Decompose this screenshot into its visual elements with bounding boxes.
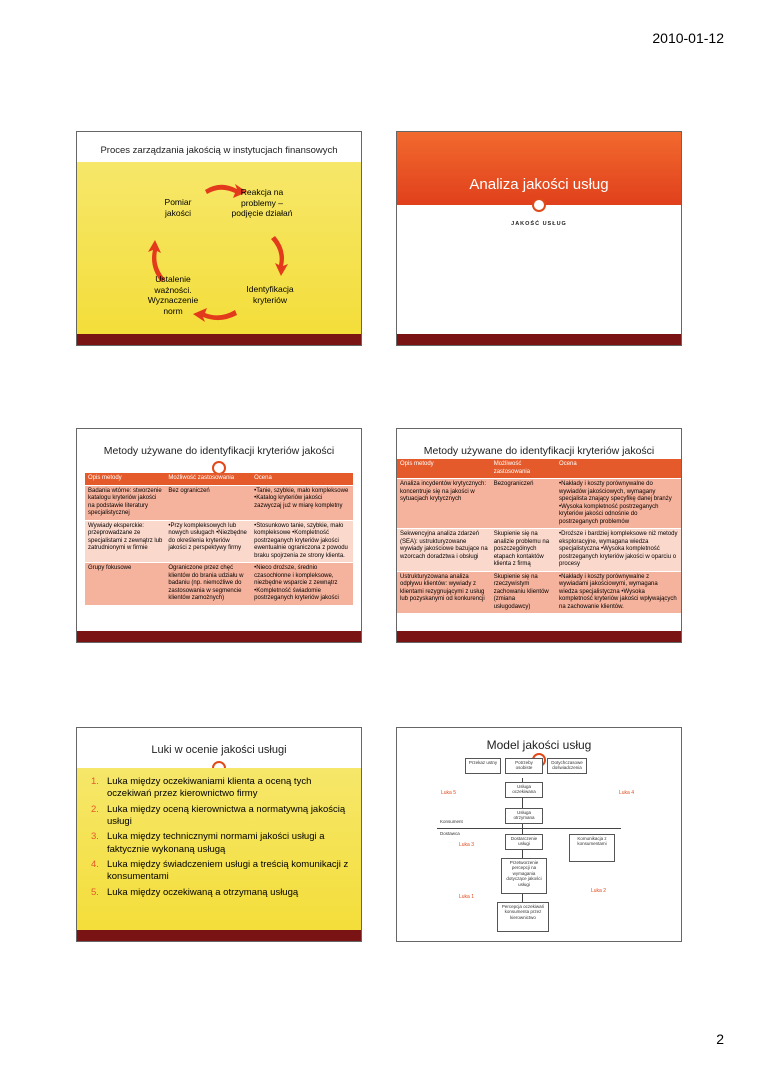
table-row — [85, 520, 353, 563]
box-personal-needs: Potrzeby osobiste — [505, 758, 543, 774]
slide-section-title — [396, 131, 682, 346]
item-text: Luka między oceną kierownictwa a normatywną jakością usługi — [107, 803, 346, 828]
item-text: Luka między oczekiwaniami klienta a oceną tych oczekiwań przez kierownictwo firmy — [107, 776, 312, 800]
box-external-communication: Komunikacja z konsumentami — [569, 834, 615, 862]
table-row — [397, 479, 681, 529]
divider-line — [437, 828, 621, 829]
methods-table — [397, 459, 681, 613]
label-consumer: Konsument — [440, 819, 463, 824]
arrow-right — [271, 236, 288, 276]
table-cell: •Stosunkowo tanie, szybkie, mało kompleksowe •Kompletność postrzeganych kryteriów jakości ewentualnie ograniczona z powodu braku spojrzenia ze strony klienta. — [251, 520, 353, 563]
slide-methods-table-2 — [396, 428, 682, 643]
slide-subtitle: JAKOŚĆ USŁUG — [511, 221, 567, 227]
gap-label: Luka 1 — [459, 894, 475, 900]
table-cell: Sekwencyjna analiza zdarzeń (SEA): ustrukturyzowane wywiady jakościowe bazujące na wzorcach doradztwa i obsługi — [397, 529, 491, 572]
item-number: 3. — [91, 831, 99, 843]
col-header-usability: Możliwość zastosowania — [165, 473, 251, 485]
col-header-rating: Ocena — [251, 473, 353, 485]
table-cell: •Nieco droższe, średnio czasochłonne i kompleksowe, niezbędne wsparcie z zewnątrz •Kompletność świadomie postrzeganych kryteriów jakości — [251, 563, 353, 605]
box-past-experience: Dotychczasowe doświadczenia — [547, 758, 587, 774]
item-number: 2. — [91, 803, 99, 815]
box-translation-of-perception: Przetworzenie percepcji na wymagania dotyczące jakości usługi — [501, 858, 547, 894]
table-cell: Wywiady eksperckie: przeprowadzane ze specjalistami z zewnątrz lub zatrudnionymi w firmie — [85, 520, 165, 563]
slide-footer-bar — [397, 334, 681, 345]
slide-methods-table-1 — [76, 428, 362, 643]
gaps-list — [91, 776, 351, 902]
cycle-step-reaction: Reakcja na problemy – podjęcie działań — [231, 187, 293, 219]
list-item — [91, 831, 351, 856]
gap-label: Luka 3 — [459, 842, 475, 848]
item-text: Luka między technicznymi normami jakości usługi a faktycznie wykonaną usługą — [107, 831, 325, 855]
slide-title: Metody używane do identyfikacji kryteriów jakości — [103, 445, 335, 457]
cycle-step-identification: Identyfikacja kryteriów — [246, 284, 294, 305]
table-cell: •Przy kompleksowych lub nowych usługach •Niezbędne do określenia kryteriów jakości z perspektywy firmy — [165, 520, 251, 563]
cycle-step-measurement: Pomiar jakości — [164, 197, 192, 218]
cycle-arrows — [77, 132, 362, 346]
slide-service-quality-model — [396, 727, 682, 942]
table-cell: Bezograniczeń — [491, 479, 556, 529]
box-expected-service: Usługa oczekiwana — [505, 782, 543, 798]
table-row — [85, 485, 353, 520]
box-management-perception: Percepcja oczekiwań konsumenta przez kierownictwo — [497, 902, 549, 932]
table-cell: •Nakłady i koszty porównywalne z wywiadami jakościowymi, wymagana wiedza specjalistyczna •Wysoka kompletność kryteriów jakości wpływających na zachowanie klientów. — [556, 571, 681, 613]
page-number: 2 — [716, 1031, 724, 1047]
item-number: 5. — [91, 886, 99, 898]
table-cell: Skupienie się na rzeczywistym zachowaniu klientów (zmiana usługodawcy) — [491, 571, 556, 613]
item-text: Luka między oczekiwaną a otrzymaną usługą — [107, 886, 299, 898]
slide-quality-process — [76, 131, 362, 346]
slide-title: Model jakości usług — [486, 738, 592, 752]
item-number: 1. — [91, 776, 99, 787]
list-item — [91, 887, 351, 899]
col-header-usability: Możliwość zastosowania — [491, 459, 556, 479]
slide-footer-bar — [397, 631, 681, 642]
slide-title: Metody używane do identyfikacji kryteriów jakości — [423, 445, 655, 457]
box-word-of-mouth: Przekaz ustny — [465, 758, 501, 774]
list-item — [91, 776, 351, 801]
gap-label: Luka 2 — [591, 888, 607, 894]
table-cell: Badania wtórne: stworzenie katalogu kryteriów jakości na podstawie literatury specjalistycznej — [85, 485, 165, 520]
slide-title: Analiza jakości usług — [469, 176, 609, 193]
ring-ornament — [532, 198, 546, 212]
table-cell: •Tanie, szybkie, mało kompleksowe •Katalog kryteriów jakości zazwyczaj już w miarę kompletny — [251, 485, 353, 520]
gap-label: Luka 5 — [441, 790, 457, 796]
title-band — [397, 132, 681, 205]
slide-title: Luki w ocenie jakości usługi — [151, 744, 287, 756]
slide-footer-bar — [77, 631, 361, 642]
table-row — [85, 563, 353, 605]
col-header-method: Opis metody — [85, 473, 165, 485]
table-cell: Analiza incydentów krytycznych: koncentruje się na jakości w sytuacjach krytycznych — [397, 479, 491, 529]
slide-title: Proces zarządzania jakością w instytucjach finansowych — [100, 145, 338, 156]
methods-table — [85, 473, 353, 605]
label-provider: Dostawca — [440, 831, 460, 836]
col-header-rating: Ocena — [556, 459, 681, 479]
gap-label: Luka 4 — [619, 790, 635, 796]
list-item — [91, 804, 351, 829]
item-text: Luka między świadczeniem usługi a treścią komunikacji z konsumentami — [107, 859, 349, 883]
table-cell: •Nakłady i koszty porównywalne do wywiadów jakościowych, wymagany specjalista znający specyfikę danej branży •Wysoka kompletność postrzeganych kryteriów jakości odnośnie do postrzeganych problemów — [556, 479, 681, 529]
table-cell: Skupienie się na analizie problemu na poszczególnych etapach kontaktów klienta z firmą — [491, 529, 556, 572]
slide-footer-bar — [77, 930, 361, 941]
box-perceived-service: Usługa otrzymana — [505, 808, 543, 824]
table-row — [397, 571, 681, 613]
list-item — [91, 859, 351, 884]
table-cell: Bez ograniczeń — [165, 485, 251, 520]
table-cell: •Droższe i bardziej kompleksowe niż metody eksploracyjne, wymagana wiedza specjalistyczna •Wysoka kompletność postrzeganych kryteriów jakości w oparciu o procesy — [556, 529, 681, 572]
slide-footer-bar — [77, 334, 361, 345]
slide-quality-gaps — [76, 727, 362, 942]
table-cell: Ustrukturyzowana analiza odpływu klientów: wywiady z klientami rezygnującymi z usług lub pozyskanymi od konkurencji — [397, 571, 491, 613]
page-date: 2010-01-12 — [652, 30, 724, 46]
box-service-delivery: Dostarczenie usługi — [505, 834, 543, 850]
table-row — [397, 529, 681, 572]
cycle-step-norms: Ustalenie ważności. Wyznaczenie norm — [147, 274, 199, 316]
table-cell: Ograniczone przez chęć klientów do brania udziału w badaniu (np. niemożliwe do zastosowania w segmencie klientów zamożnych) — [165, 563, 251, 605]
table-cell: Grupy fokusowe — [85, 563, 165, 605]
col-header-method: Opis metody — [397, 459, 491, 479]
item-number: 4. — [91, 859, 99, 871]
